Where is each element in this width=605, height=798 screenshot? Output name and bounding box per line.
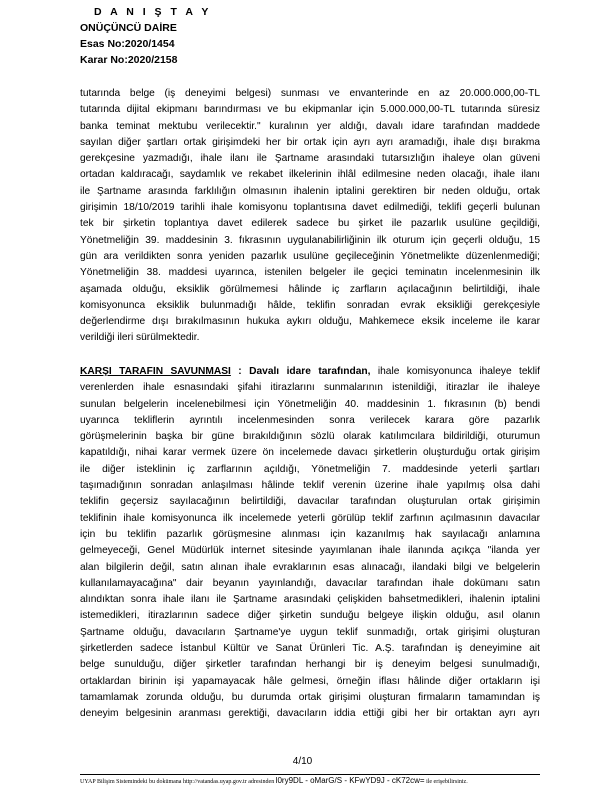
text-line: alındıktan sonra ihale ilanı ile Şartname arasındaki çelişkiden bahsetmedikleri, ihalenin iptalini <box>80 594 540 606</box>
page-number: 4/10 <box>292 756 313 767</box>
footer-rule <box>80 774 540 775</box>
text-line: ortadan kaldıracağı, saydamlık ve rekabet ilkelerinin ihlâl edilmesine neden olacağı, ihale ilanı <box>80 169 540 181</box>
text-line: sunulan belgelerin incelenebilmesi için Yönetmeliğin 40. maddesinin 1. fıkrasının (b) bendi <box>80 398 540 410</box>
text-line: Yönetmeliğin 38. maddesi uyarınca, istenilen belgeler ile geçici teminatın incelenmesinin ilk <box>80 267 540 279</box>
court-name: D A N I Ş T A Y <box>94 6 212 18</box>
text-line: tutarında dijital ekipmanı barındırması ve bu ekipmanlar için 5.000.000,00-TL tutarında süresiz <box>80 104 540 116</box>
text-line: teklifinin ihale komisyonunca ilk incelemede yeterli görülüp teklif zarfının açılmasının davacılar <box>80 512 540 524</box>
text-line: gerekçesine yazmadığı, ihale ilanı ile Şartname arasındaki tutarsızlığın ihaleye olan güveni <box>80 153 540 165</box>
text-line: verenlerden ihale esnasındaki şifahi itirazlarını sunmalarının istenildiği, itirazlar ile ihaleye <box>80 382 540 394</box>
text-line: girişimin 18/10/2019 tarihli ihale komisyonu toplantısına davet edilmediği, teklifi geçerli bulunan <box>80 202 540 214</box>
defense-paragraph <box>80 364 540 723</box>
karar-number: Karar No:2020/2158 <box>80 54 178 66</box>
text-line: gelmeyeceği, Genel Müdürlük internet sitesinde yayımlanan ihale ilanında açıkça "ilanda yer <box>80 545 540 557</box>
text-line: Yönetmeliğin 39. maddesinin 3. fıkrasının uygulanabilirliğinin ilk oturum için geçerli olduğu, 15 <box>80 234 540 246</box>
text-line: uyarınca tekliflerin ayrıntılı incelenmesinden sonra verilecek karara göre pazarlık <box>80 414 540 426</box>
text-line: tamamlamak zorunda olduğu, bu durumda ortak girişimi oluşturan firmaların tamamından iş <box>80 691 540 703</box>
text-line: Şartname olduğu, davacıların Şartname'ye uygun teklif sunmadığı, ortak girişimi oluşturan <box>80 626 540 638</box>
text-line: ile diğer isteklinin iç zarflarının açıldığı, Yönetmeliğin 7. maddesinde yeterli şartları <box>80 463 540 475</box>
defense-heading: KARŞI TARAFIN SAVUNMASI <box>80 366 231 377</box>
chamber-name: ONÜÇÜNCÜ DAİRE <box>80 22 177 34</box>
footer-prefix: UYAP Bilişim Sistemindeki bu dokümana http://vatandas.uyap.gov.tr adresinden <box>80 779 275 785</box>
text-line: deneyim belgesinin aranması gerektiği, davacıların iddia ettiği gibi her bir ortaktan ayrı ayrı <box>80 708 540 720</box>
text-line: belge sunulduğu, diğer şirketler tarafından herhangi bir iş deneyim belgesi sunulmadığı, <box>80 659 540 671</box>
defense-first-line <box>80 364 540 380</box>
heading-separator: : <box>230 366 242 377</box>
text-line: alan bilgilerin değil, satın alınan ihale evraklarının esas alınacağı, ilandaki bilgi ve belgelerin <box>80 561 540 573</box>
text-line: istemedikleri, itirazlarının sadece diğer şirketin sunduğu belgeye ilişkin olduğu, asıl olanın <box>80 610 540 622</box>
text-line: şirketlerden sadece İstanbul Kültür ve Sanat Ürünleri Tic. A.Ş. tarafından iş deneyimine ait <box>80 643 540 655</box>
footer-text <box>80 776 550 785</box>
text-line: sayılan diğer şartları ortak girişimdeki her bir ortak için ayrı ayrı aramadığı, ihale dışı bırakma <box>80 136 540 148</box>
footer-suffix: ile erişebilirsiniz. <box>426 779 468 785</box>
text-line: tek bir şirketin toplantıya davet edilerek sadece bu şirket ile pazarlık usulüne geçildiği, <box>80 218 540 230</box>
text-line: gün ara verildikten sonra yeniden pazarlık usulüne geçileceğinin Yönetmelikte düzenlenmediği; <box>80 250 540 262</box>
text-line: banka teminat mektubu verilecektir." kuralının yer aldığı, davalı idare tarafından maddede <box>80 120 540 132</box>
text-line: için bu teklifin pazarlık görüşmesine alınması için kazanılmış hak sayılacağı anlamına <box>80 528 540 540</box>
text-line: tutarında belge (iş deneyimi belgesi) sunması ve envanterinde en az 20.000.000,00-TL <box>80 88 540 99</box>
text-line: ortaklardan birinin işi yapamayacak hâle gelmesi, örneğin iflası hâlinde diğer ortakların işi <box>80 675 540 687</box>
text-line: verildiği ileri sürülmektedir. <box>80 332 200 344</box>
text-line: ile Şartname arasında farklılığın olmasının ihalenin iptalini gerektiren bir neden olduğu, ortak <box>80 185 540 197</box>
defense-lead-rest: ihale komisyonunca ihaleye teklif <box>370 366 540 377</box>
text-line: komisyonunca eksiklik bulunmadığı hâlde, teklifin sonradan evrak eksikliği gerekçesiyle <box>80 299 540 311</box>
text-line: değerlendirme dışı bırakılmasının hukuka aykırı olduğu, Mahkemece eksik inceleme ile karar <box>80 316 540 328</box>
text-line: teklifin geçersiz sayılacağının belirtildiği, davacılar tarafından oluşturulan ortak girişimin <box>80 496 540 508</box>
footer-verification-code: l0ry9DL - oMarG/S - KFwYD9J - cK72cw= <box>275 776 425 785</box>
text-line: aşamada olduğu, eksiklik görülmemesi hâlinde iç zarfların açılacağının belirtildiği, ihale <box>80 283 540 295</box>
text-line: kapatıldığı, nihai karar vermek üzere ön incelemede davacı şirketlerin oluşturduğu ortak girişim <box>80 447 540 459</box>
text-line: taşımadığının sonradan anlaşılması hâlinde teklif verenin üzerine ihale yapılmış olsa dahi <box>80 480 540 492</box>
claims-paragraph <box>80 86 540 347</box>
esas-number: Esas No:2020/1454 <box>80 38 175 50</box>
text-line: görüşmelerinin başka bir güne bırakıldığının sözlü olarak katılımcılara bildirildiği, oturumun <box>80 431 540 443</box>
defense-lead-bold: Davalı idare tarafından, <box>241 366 371 377</box>
text-line: kullanılamayacağına" dair beyanın yayınlandığı, davacılar tarafından ihale dokümanı satın <box>80 577 540 589</box>
